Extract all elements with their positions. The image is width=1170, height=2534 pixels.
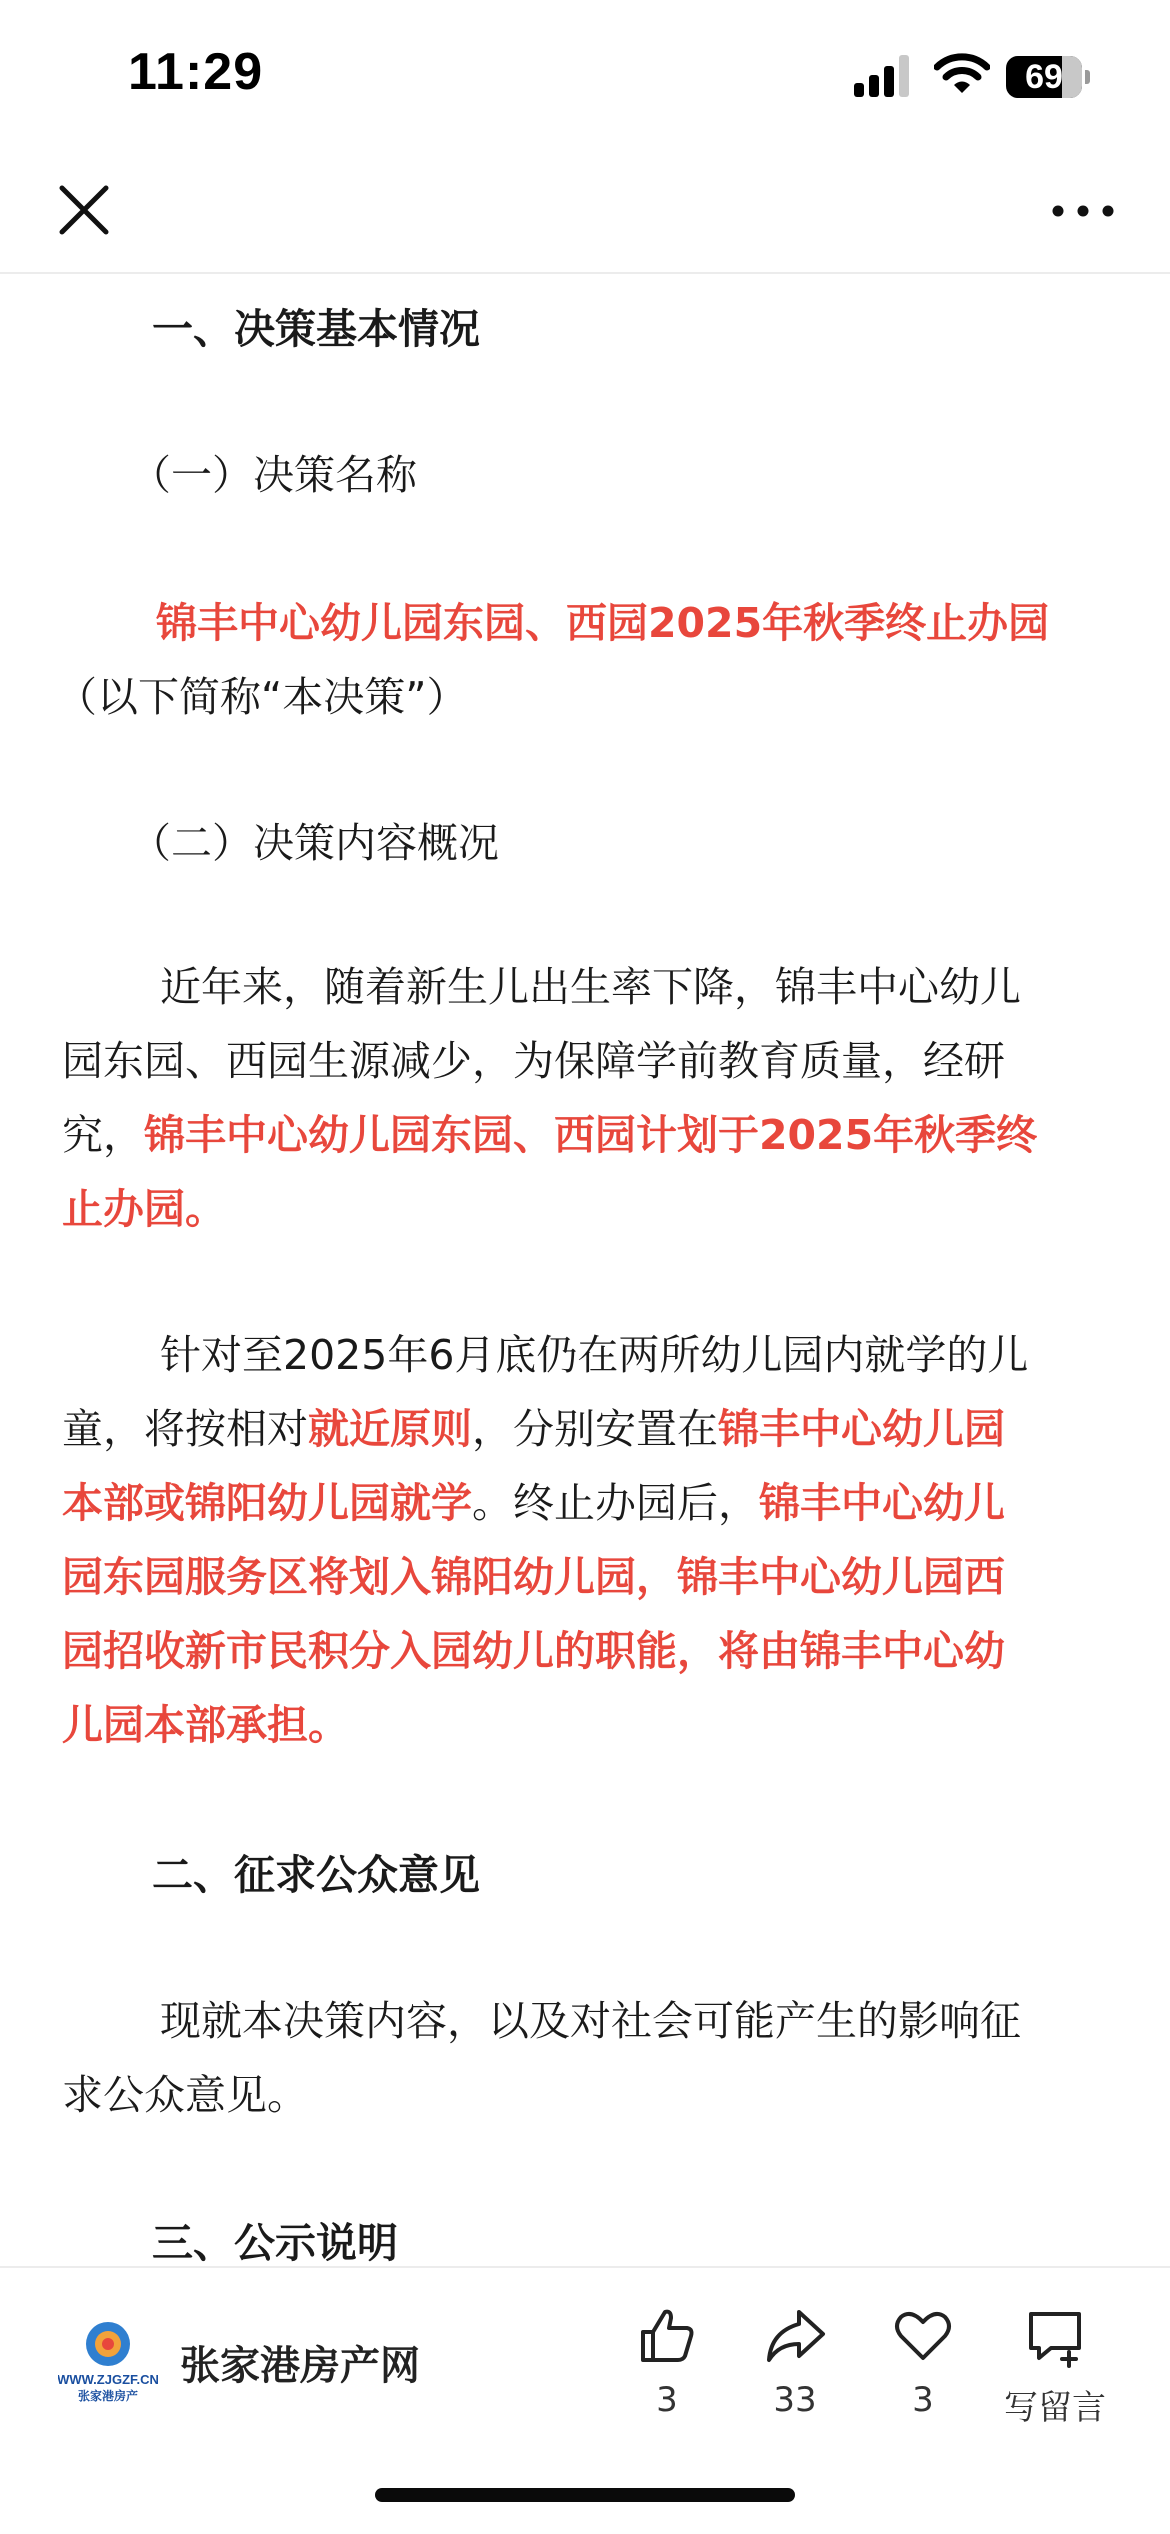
paragraph-3-line-2 — [62, 2058, 308, 2132]
paragraph-text: 。终止办园后， — [472, 1479, 759, 1527]
thumbs-up-icon — [635, 2304, 699, 2368]
paragraph-text: 求公众意见。 — [62, 2071, 308, 2119]
publisher-logo-subtext: 张家港房产 — [77, 2389, 139, 2403]
paragraph-2-line-3 — [62, 1466, 1005, 1540]
subsection-heading-1-text: （一）决策名称 — [130, 451, 417, 499]
paragraph-3-line-1 — [160, 1984, 1021, 2058]
subsection-heading-1 — [130, 438, 417, 512]
paragraph-text: 童，将按相对 — [62, 1405, 308, 1453]
paragraph-highlight: 园东园服务区将划入锦阳幼儿园，锦丰中心幼儿园西 — [62, 1553, 1005, 1601]
share-button[interactable] — [730, 2304, 860, 2434]
paragraph-2-line-6 — [62, 1688, 349, 1762]
close-button[interactable] — [52, 178, 116, 242]
heart-icon — [891, 2304, 955, 2368]
close-icon — [52, 178, 116, 242]
like-count: 3 — [656, 2380, 678, 2420]
section-heading-3-text: 三、公示说明 — [152, 2219, 398, 2266]
paragraph-1-line-4 — [62, 1172, 226, 1246]
paragraph-highlight: 儿园本部承担。 — [62, 1701, 349, 1749]
paragraph-highlight: 止办园。 — [62, 1185, 226, 1233]
paragraph-text: ，分别安置在 — [472, 1405, 718, 1453]
paragraph-highlight: 锦丰中心幼儿 — [759, 1479, 1005, 1527]
paragraph-highlight: 园招收新市民积分入园幼儿的职能，将由锦丰中心幼 — [62, 1627, 1005, 1675]
subsection-heading-2 — [130, 806, 499, 880]
article-body — [0, 274, 1170, 2266]
paragraph-text: 针对至2025年6月底仍在两所幼儿园内就学的儿 — [160, 1331, 1029, 1379]
paragraph-1-line-3 — [62, 1098, 1037, 1172]
paragraph-2-line-4 — [62, 1540, 1005, 1614]
more-options-button[interactable] — [1048, 186, 1118, 236]
paragraph-highlight: 本部或锦阳幼儿园就学 — [62, 1479, 472, 1527]
battery-indicator — [1006, 56, 1086, 98]
paragraph-1-line-1 — [160, 950, 1021, 1024]
publisher-logo[interactable] — [58, 2314, 158, 2414]
decision-name-line-2 — [56, 660, 467, 734]
section-heading-2-text: 二、征求公众意见 — [152, 1851, 480, 1899]
nav-bar — [0, 150, 1170, 274]
paragraph-2-line-2 — [62, 1392, 1005, 1466]
paragraph-text: 现就本决策内容，以及对社会可能产生的影响征 — [160, 1997, 1021, 2045]
favorite-count: 3 — [912, 2380, 934, 2420]
favorite-button[interactable] — [858, 2304, 988, 2434]
battery-level-text: 69 — [1025, 58, 1063, 96]
publisher-logo-text: WWW.ZJGZF.CN — [58, 2372, 158, 2387]
paragraph-1-line-2 — [62, 1024, 1005, 1098]
paragraph-highlight: 就近原则 — [308, 1405, 472, 1453]
comment-add-icon — [1023, 2304, 1087, 2368]
write-comment-button[interactable] — [990, 2304, 1120, 2434]
cellular-signal-icon — [854, 55, 914, 97]
section-heading-2 — [152, 1838, 480, 1912]
share-count: 33 — [773, 2380, 817, 2420]
decision-name-highlight: 锦丰中心幼儿园东园、西园2025年秋季终止办园 — [156, 599, 1050, 647]
share-icon — [763, 2304, 827, 2368]
decision-name-line-1 — [156, 586, 1049, 660]
status-bar — [0, 0, 1170, 150]
section-heading-3 — [152, 2206, 398, 2266]
home-indicator[interactable] — [375, 2488, 795, 2502]
more-horizontal-icon — [1048, 186, 1118, 236]
paragraph-highlight: 锦丰中心幼儿园 — [718, 1405, 1005, 1453]
like-button[interactable] — [602, 2304, 732, 2434]
publisher-name[interactable]: 张家港房产网 — [180, 2343, 420, 2389]
paragraph-highlight: 锦丰中心幼儿园东园、西园计划于2025年秋季终 — [144, 1111, 1038, 1159]
paragraph-text: 近年来，随着新生儿出生率下降，锦丰中心幼儿 — [160, 963, 1021, 1011]
decision-name-suffix: （以下简称“本决策”） — [56, 673, 468, 721]
paragraph-2-line-5 — [62, 1614, 1005, 1688]
subsection-heading-2-text: （二）决策内容概况 — [130, 819, 499, 867]
section-heading-1 — [152, 292, 480, 366]
status-time: 11:29 — [128, 43, 264, 101]
write-comment-label: 写留言 — [1004, 2388, 1106, 2428]
paragraph-text: 园东园、西园生源减少，为保障学前教育质量，经研 — [62, 1037, 1005, 1085]
wifi-icon — [934, 52, 990, 96]
paragraph-2-line-1 — [160, 1318, 1028, 1392]
section-heading-1-text: 一、决策基本情况 — [152, 305, 480, 353]
paragraph-text: 究， — [62, 1111, 144, 1159]
